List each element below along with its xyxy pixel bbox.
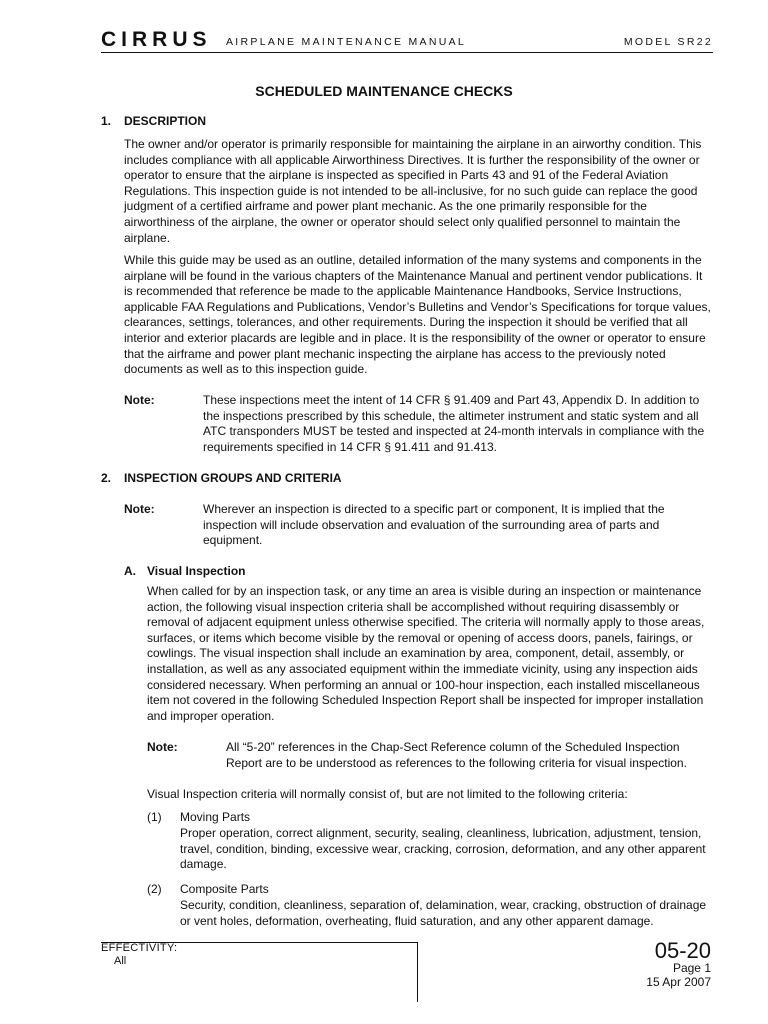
section-1-title: DESCRIPTION	[124, 114, 207, 128]
effectivity-label: EFFECTIVITY:	[101, 942, 178, 954]
criteria-intro: Visual Inspection criteria will normally consist of, but are not limited to the following criteria:	[147, 787, 628, 801]
criteria-item-1-text: Proper operation, correct alignment, security, sealing, cleanliness, lubrication, adjustment, tension, travel, condition, binding, excessive wear, cracking, corrosion, deformation, and any other apparent damage.	[180, 826, 706, 872]
section-2-title: INSPECTION GROUPS AND CRITERIA	[124, 471, 342, 485]
criteria-item-2-title: Composite Parts	[180, 882, 269, 896]
criteria-item-1-title: Moving Parts	[180, 810, 251, 824]
criteria-item-2-text: Security, condition, cleanliness, separation of, delamination, wear, cracking, obstruction of drainage or vent holes, deformation, overheating, fluid saturation, and any other apparent damage.	[180, 898, 707, 928]
revision-date: 15 Apr 2007	[646, 975, 711, 989]
footer-divider	[417, 942, 418, 1002]
section-1-note-label: Note:	[124, 393, 155, 407]
subsection-a-note-label: Note:	[147, 740, 178, 754]
subsection-a-paragraph: When called for by an inspection task, or any time an area is visible during an inspection or maintenance action, the following visual inspection criteria shall be accomplished without requiring disassembly or removal of adjacent equipment unless otherwise specified. The criteria will normally apply to those areas, surfaces, or items which become visible by the removal or opening of access doors, panels, fairings, or cowlings. The visual inspection shall include an examination by area, component, detail, assembly, or installation, as well as any associated equipment within the immediate vicinity, using any inspection aids considered necessary. When performing an annual or 100-hour inspection, each installed miscellaneous item not covered in the following Scheduled Inspection Report shall be inspected for improper installation and improper operation.	[147, 584, 705, 723]
subsection-a-letter: A.	[124, 564, 136, 578]
model-label: MODEL SR22	[623, 36, 713, 48]
brand-logo: CIRRUS	[101, 28, 212, 51]
subsection-a-note-text: All “5-20” references in the Chap-Sect Reference column of the Scheduled Inspection Report are to be understood as references to the following criteria for visual inspection.	[226, 740, 687, 770]
page-number: Page 1	[672, 961, 711, 975]
criteria-item-1-number: (1)	[147, 810, 162, 824]
section-2-heading	[101, 471, 342, 485]
section-1-note-text: These inspections meet the intent of 14 CFR § 91.409 and Part 43, Appendix D. In addition to the inspections prescribed by this schedule, the altimeter instrument and static system and all ATC transponders MUST be tested and inspected at 24-month intervals in compliance with the requirements specified in 14 CFR § 91.411 and 91.413.	[203, 393, 705, 454]
section-1-paragraph-1: The owner and/or operator is primarily responsible for maintaining the airplane in an airworthy condition. This includes compliance with all applicable Airworthiness Directives. It is further the responsibility of the owner or operator to ensure that the airplane is inspected as specified in Parts 43 and 91 of the Federal Aviation Regulations. This inspection guide is not intended to be all-inclusive, for no such guide can replace the good judgment of a certified airframe and power plant mechanic. As the one primarily responsible for the airworthiness of the airplane, the owner or operator should select only qualified personnel to maintain the airplane.	[124, 137, 702, 245]
section-2-note-label: Note:	[124, 502, 155, 516]
section-1-number: 1.	[101, 114, 112, 128]
section-2-number: 2.	[101, 471, 112, 485]
page-title: SCHEDULED MAINTENANCE CHECKS	[255, 83, 513, 99]
effectivity-value: All	[114, 955, 127, 967]
section-code: 05-20	[654, 938, 711, 963]
manual-title: AIRPLANE MAINTENANCE MANUAL	[226, 36, 467, 48]
criteria-item-2-number: (2)	[147, 882, 162, 896]
section-2-note-text: Wherever an inspection is directed to a specific part or component, It is implied that the inspection will include observation and evaluation of the surrounding area of parts and equipment.	[203, 502, 665, 548]
subsection-a-heading	[124, 564, 245, 578]
page-header	[101, 28, 713, 53]
section-1-heading	[101, 114, 206, 128]
section-1-paragraph-2: While this guide may be used as an outline, detailed information of the many systems and components in the airplane will be found in the various chapters of the Maintenance Manual and pertinent vendor publications. It is recommended that reference be made to the applicable Maintenance Handbooks, Service Instructions, applicable FAA Regulations and Publications, Vendor’s Bulletins and Vendor’s Specifications for torque values, clearances, settings, tolerances, and other requirements. During the inspection it should be verified that all interior and exterior placards are legible and in place. It is the responsibility of the owner or operator to ensure that the airframe and power plant mechanic inspecting the airplane has access to the previously noted documents as well as to this inspection guide.	[124, 253, 711, 377]
subsection-a-title: Visual Inspection	[147, 564, 246, 578]
